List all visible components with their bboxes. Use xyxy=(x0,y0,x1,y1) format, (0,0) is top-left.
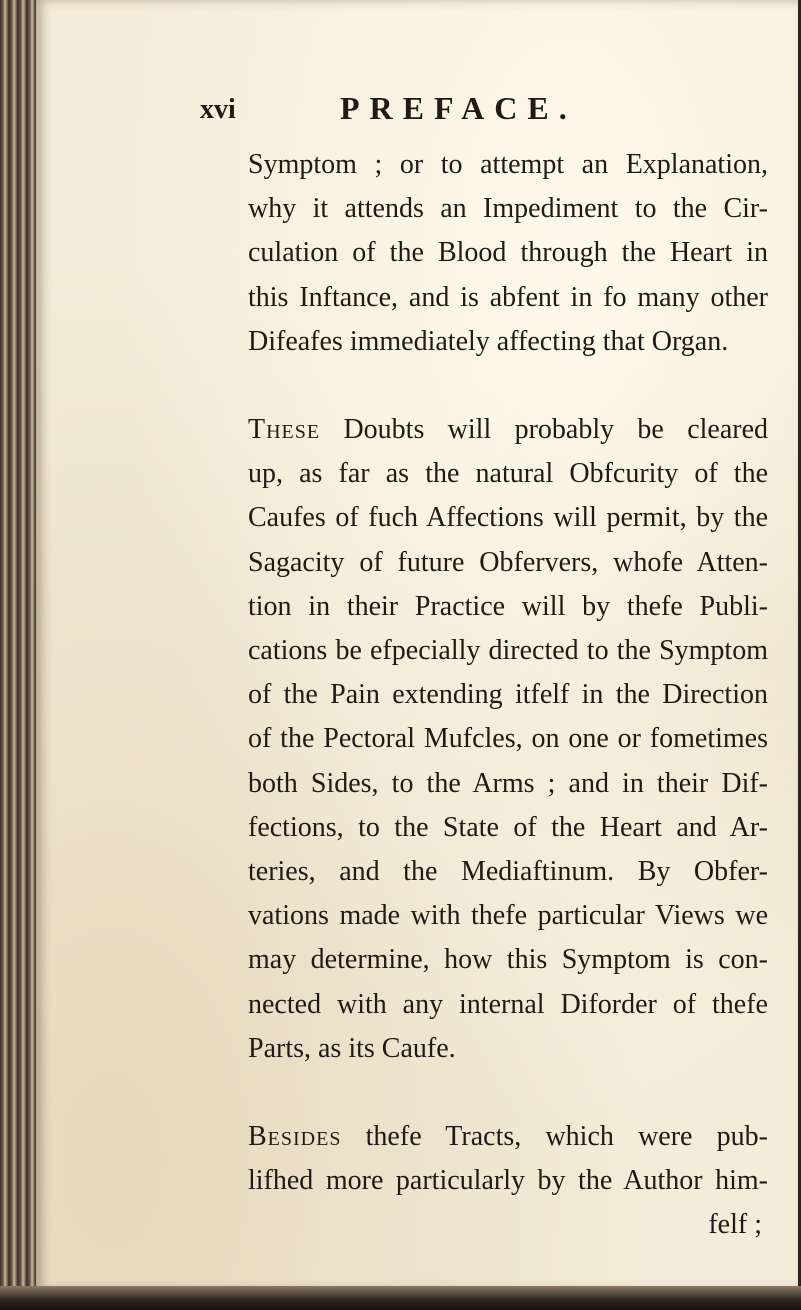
text-line: fections, to the State of the Heart and Ar- xyxy=(248,811,768,843)
text-line: Sagacity of future Obfervers, whofe Atten- xyxy=(248,546,768,578)
text-line: this Inftance, and is abfent in fo many other xyxy=(248,281,768,313)
text-line: of the Pain extending itfelf in the Direction xyxy=(248,679,768,711)
book-page xyxy=(36,0,798,1290)
text-line: why it attends an Impediment to the Cir- xyxy=(248,193,768,225)
text-line: nected with any internal Diforder of thefe xyxy=(248,988,768,1020)
line-continuation: Doubts will probably be cleared xyxy=(343,414,769,446)
page-header xyxy=(36,82,798,132)
text-line xyxy=(248,408,768,452)
text-line: cations be efpecially directed to the Symptom xyxy=(248,635,768,667)
text-line: tion in their Practice will by thefe Publi- xyxy=(248,590,768,622)
catchword: felf ; xyxy=(708,1209,762,1241)
paragraph-gap xyxy=(248,364,768,408)
page-bottom-edge xyxy=(0,1286,801,1310)
paragraph-2 xyxy=(248,408,768,1071)
paragraph-3 xyxy=(248,1115,768,1248)
text-line: teries, and the Mediaftinum. By Obfer- xyxy=(248,856,768,888)
text-line: vations made with thefe particular Views we xyxy=(248,900,768,932)
text-line: Caufes of fuch Affections will permit, by the xyxy=(248,502,768,534)
text-line: of the Pectoral Mufcles, on one or fometimes xyxy=(248,723,768,755)
text-line: both Sides, to the Arms ; and in their Dif- xyxy=(248,767,768,799)
line-continuation: thefe Tracts, which were pub- xyxy=(365,1121,768,1153)
text-line: culation of the Blood through the Heart in xyxy=(248,237,768,269)
text-line xyxy=(248,1115,768,1159)
text-line: lifhed more particularly by the Author him- xyxy=(248,1165,768,1197)
paragraph-1 xyxy=(248,143,768,364)
text-line: Difeafes immediately affecting that Organ. xyxy=(248,325,729,357)
lead-word: Besides xyxy=(248,1121,342,1153)
text-line: Symptom ; or to attempt an Explanation, xyxy=(248,149,768,180)
binding-edge xyxy=(0,0,40,1310)
text-line: Parts, as its Caufe. xyxy=(248,1032,456,1064)
lead-word: These xyxy=(248,414,321,446)
text-line: may determine, how this Symptom is con- xyxy=(248,944,768,976)
body-text xyxy=(248,143,768,1248)
text-line: up, as far as the natural Obfcurity of the xyxy=(248,458,768,490)
paragraph-gap xyxy=(248,1071,768,1115)
running-title: PREFACE. xyxy=(340,90,577,126)
page-number: xvi xyxy=(200,94,236,125)
